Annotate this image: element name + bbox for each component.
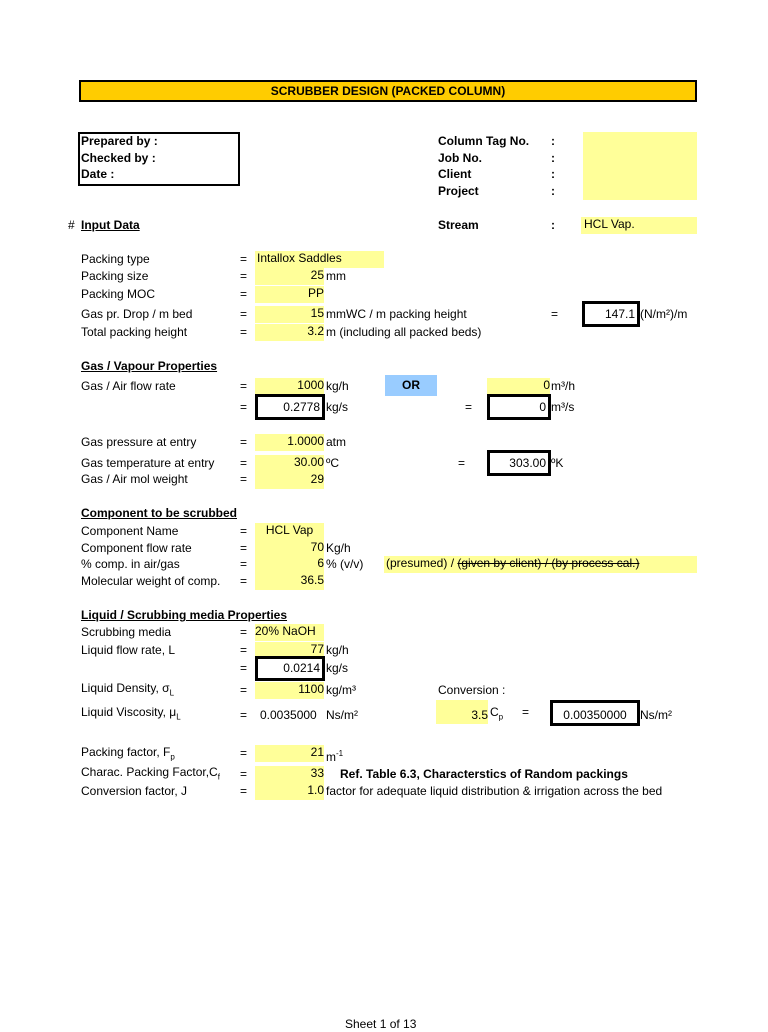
liquid-heading: Liquid / Scrubbing media Properties (81, 608, 288, 622)
pressure-drop-label: Gas pr. Drop / m bed (81, 307, 193, 321)
sheet-title: SCRUBBER DESIGN (PACKED COLUMN) (79, 80, 697, 102)
stream-label: Stream (438, 218, 479, 232)
client-label: Client (438, 167, 472, 181)
hash-marker: # (68, 218, 75, 232)
equals: = (551, 307, 559, 321)
liquid-viscosity-text: Liquid Viscosity, (81, 705, 166, 719)
equals: = (240, 252, 248, 266)
pressure-drop-result-unit: (N/m²)/m (640, 307, 688, 321)
packing-type-value[interactable]: Intallox Saddles (255, 251, 384, 268)
composition-basis-cell[interactable] (384, 556, 697, 573)
equals: = (240, 269, 248, 283)
equals: = (240, 524, 248, 538)
equals: = (240, 435, 248, 449)
packing-height-label: Total packing height (81, 325, 188, 339)
liquid-viscosity-value: 0.0035000 (260, 708, 317, 722)
gas-properties-heading: Gas / Vapour Properties (81, 359, 218, 373)
cp-label (490, 705, 503, 724)
gas-mw-label: Gas / Air mol weight (81, 472, 188, 486)
gas-mw-value[interactable]: 29 (255, 472, 324, 489)
packing-height-value[interactable]: 3.2 (255, 324, 324, 341)
component-comp-value[interactable]: 6 (255, 556, 324, 573)
equals: = (465, 400, 473, 414)
cp-subscript: p (498, 712, 504, 722)
gas-pressure-value[interactable]: 1.0000 (255, 434, 324, 451)
gas-temp-unit: ºC (326, 456, 340, 470)
sigma-symbol: σ (162, 681, 170, 695)
gas-vol-value[interactable]: 0 (487, 378, 550, 395)
conversion-label: Conversion : (438, 683, 506, 697)
liquid-flow-kgs: 0.0214 (255, 656, 325, 681)
gas-temp-k: 303.00 (487, 450, 551, 476)
packing-type-label: Packing type (81, 252, 150, 266)
job-no-label: Job No. (438, 151, 482, 165)
packing-size-value[interactable]: 25 (255, 268, 324, 285)
gas-temp-k-unit: ºK (551, 456, 564, 470)
equals: = (240, 643, 248, 657)
gas-flow-unit: kg/h (326, 379, 349, 393)
gas-temp-label: Gas temperature at entry (81, 456, 215, 470)
gas-pressure-label: Gas pressure at entry (81, 435, 197, 449)
gas-flow-kgs: 0.2778 (255, 394, 325, 420)
liquid-viscosity-unit: Ns/m² (326, 708, 358, 722)
charac-packing-value[interactable]: 33 (255, 766, 324, 783)
viscosity-result-unit: Ns/m² (640, 708, 672, 722)
equals: = (240, 472, 248, 486)
presumed-option: (presumed) / (386, 556, 455, 570)
column-tag-label: Column Tag No. (438, 134, 530, 148)
packing-factor-unit (326, 746, 343, 765)
viscosity-subscript: L (176, 712, 181, 722)
or-separator: OR (385, 375, 437, 396)
viscosity-cp-value[interactable]: 3.5 (436, 700, 488, 724)
conversion-factor-note: factor for adequate liquid distribution & irrigation across the bed (326, 784, 663, 798)
component-flow-label: Component flow rate (81, 541, 192, 555)
component-heading: Component to be scrubbed (81, 506, 237, 520)
sheet-footer: Sheet 1 of 13 (345, 1017, 417, 1031)
checked-by-label: Checked by : (81, 151, 156, 165)
colon: : (551, 167, 555, 181)
fp-superscript: -1 (336, 749, 344, 758)
equals: = (240, 557, 248, 571)
component-name-value[interactable]: HCL Vap (255, 523, 324, 540)
packing-size-unit: mm (326, 269, 346, 283)
equals: = (240, 574, 248, 588)
colon: : (551, 184, 555, 198)
component-flow-value[interactable]: 70 (255, 540, 324, 557)
cp-symbol: C (490, 705, 499, 719)
pressure-drop-unit: mmWC / m packing height (326, 307, 467, 321)
equals: = (240, 784, 248, 798)
liquid-density-label (81, 681, 174, 700)
equals: = (522, 705, 530, 719)
pressure-drop-result: 147.1 (582, 301, 640, 327)
prepared-by-label: Prepared by : (81, 134, 158, 148)
packing-size-label: Packing size (81, 269, 149, 283)
equals: = (240, 325, 248, 339)
date-label: Date : (81, 167, 115, 181)
component-name-label: Component Name (81, 524, 179, 538)
liquid-flow-label: Liquid flow rate, L (81, 643, 176, 657)
packing-moc-label: Packing MOC (81, 287, 156, 301)
equals: = (240, 625, 248, 639)
gas-vol-ms: 0 (487, 394, 551, 420)
liquid-flow-value[interactable]: 77 (255, 642, 324, 659)
charac-packing-text: Charac. Packing Factor,C (81, 765, 218, 779)
liquid-flow-unit: kg/h (326, 643, 349, 657)
gas-flow-label: Gas / Air flow rate (81, 379, 176, 393)
project-label: Project (438, 184, 479, 198)
liquid-density-value[interactable]: 1100 (255, 682, 324, 699)
liquid-density-text: Liquid Density, (81, 681, 159, 695)
equals: = (240, 683, 248, 697)
equals: = (240, 287, 248, 301)
packing-moc-value[interactable]: PP (255, 286, 324, 303)
equals: = (240, 661, 248, 675)
equals: = (240, 708, 248, 722)
density-subscript: L (169, 688, 175, 698)
packing-factor-label (81, 745, 175, 764)
conversion-factor-value[interactable]: 1.0 (255, 783, 324, 800)
mu-symbol: μ (169, 705, 177, 719)
component-mw-label: Molecular weight of comp. (81, 574, 221, 588)
packing-factor-value[interactable]: 21 (255, 745, 324, 762)
equals: = (240, 379, 248, 393)
charac-packing-ref: Ref. Table 6.3, Characterstics of Random packings (340, 767, 628, 781)
colon: : (551, 134, 555, 148)
colon: : (551, 151, 555, 165)
gas-vol-ms-unit: m³/s (551, 400, 575, 414)
gas-flow-value[interactable]: 1000 (255, 378, 324, 395)
liquid-density-unit: kg/m³ (326, 683, 356, 697)
gas-pressure-unit: atm (326, 435, 347, 449)
liquid-flow-kgs-unit: kg/s (326, 661, 349, 675)
packing-factor-text: Packing factor, F (81, 745, 171, 759)
gas-flow-kgs-unit: kg/s (326, 400, 349, 414)
given-option: (given by client) / (by process cal.) (457, 556, 640, 570)
component-comp-label: % comp. in air/gas (81, 557, 180, 571)
component-mw-value[interactable]: 36.5 (255, 573, 324, 590)
equals: = (240, 456, 248, 470)
cf-subscript: f (217, 772, 220, 782)
charac-packing-label (81, 765, 220, 784)
scrubbing-media-value[interactable]: 20% NaOH (255, 624, 324, 641)
component-flow-unit: Kg/h (326, 541, 351, 555)
header-values-cell[interactable] (583, 132, 697, 200)
conversion-factor-label: Conversion factor, J (81, 784, 188, 798)
pressure-drop-value[interactable]: 15 (255, 306, 324, 323)
equals: = (240, 746, 248, 760)
component-comp-unit: % (v/v) (326, 557, 364, 571)
stream-value[interactable]: HCL Vap. (581, 217, 697, 234)
gas-temp-value[interactable]: 30.00 (255, 455, 324, 472)
liquid-viscosity-label (81, 705, 181, 724)
input-data-heading: Input Data (81, 218, 140, 232)
fp-subscript: p (170, 752, 175, 762)
equals: = (240, 307, 248, 321)
gas-vol-unit: m³/h (551, 379, 575, 393)
scrubbing-media-label: Scrubbing media (81, 625, 172, 639)
colon: : (551, 218, 555, 232)
packing-factor-unit-text: m (326, 750, 336, 764)
viscosity-result: 0.00350000 (550, 700, 640, 726)
equals: = (240, 541, 248, 555)
equals: = (458, 456, 466, 470)
equals: = (240, 400, 248, 414)
equals: = (240, 767, 248, 781)
packing-height-unit: m (including all packed beds) (326, 325, 482, 339)
